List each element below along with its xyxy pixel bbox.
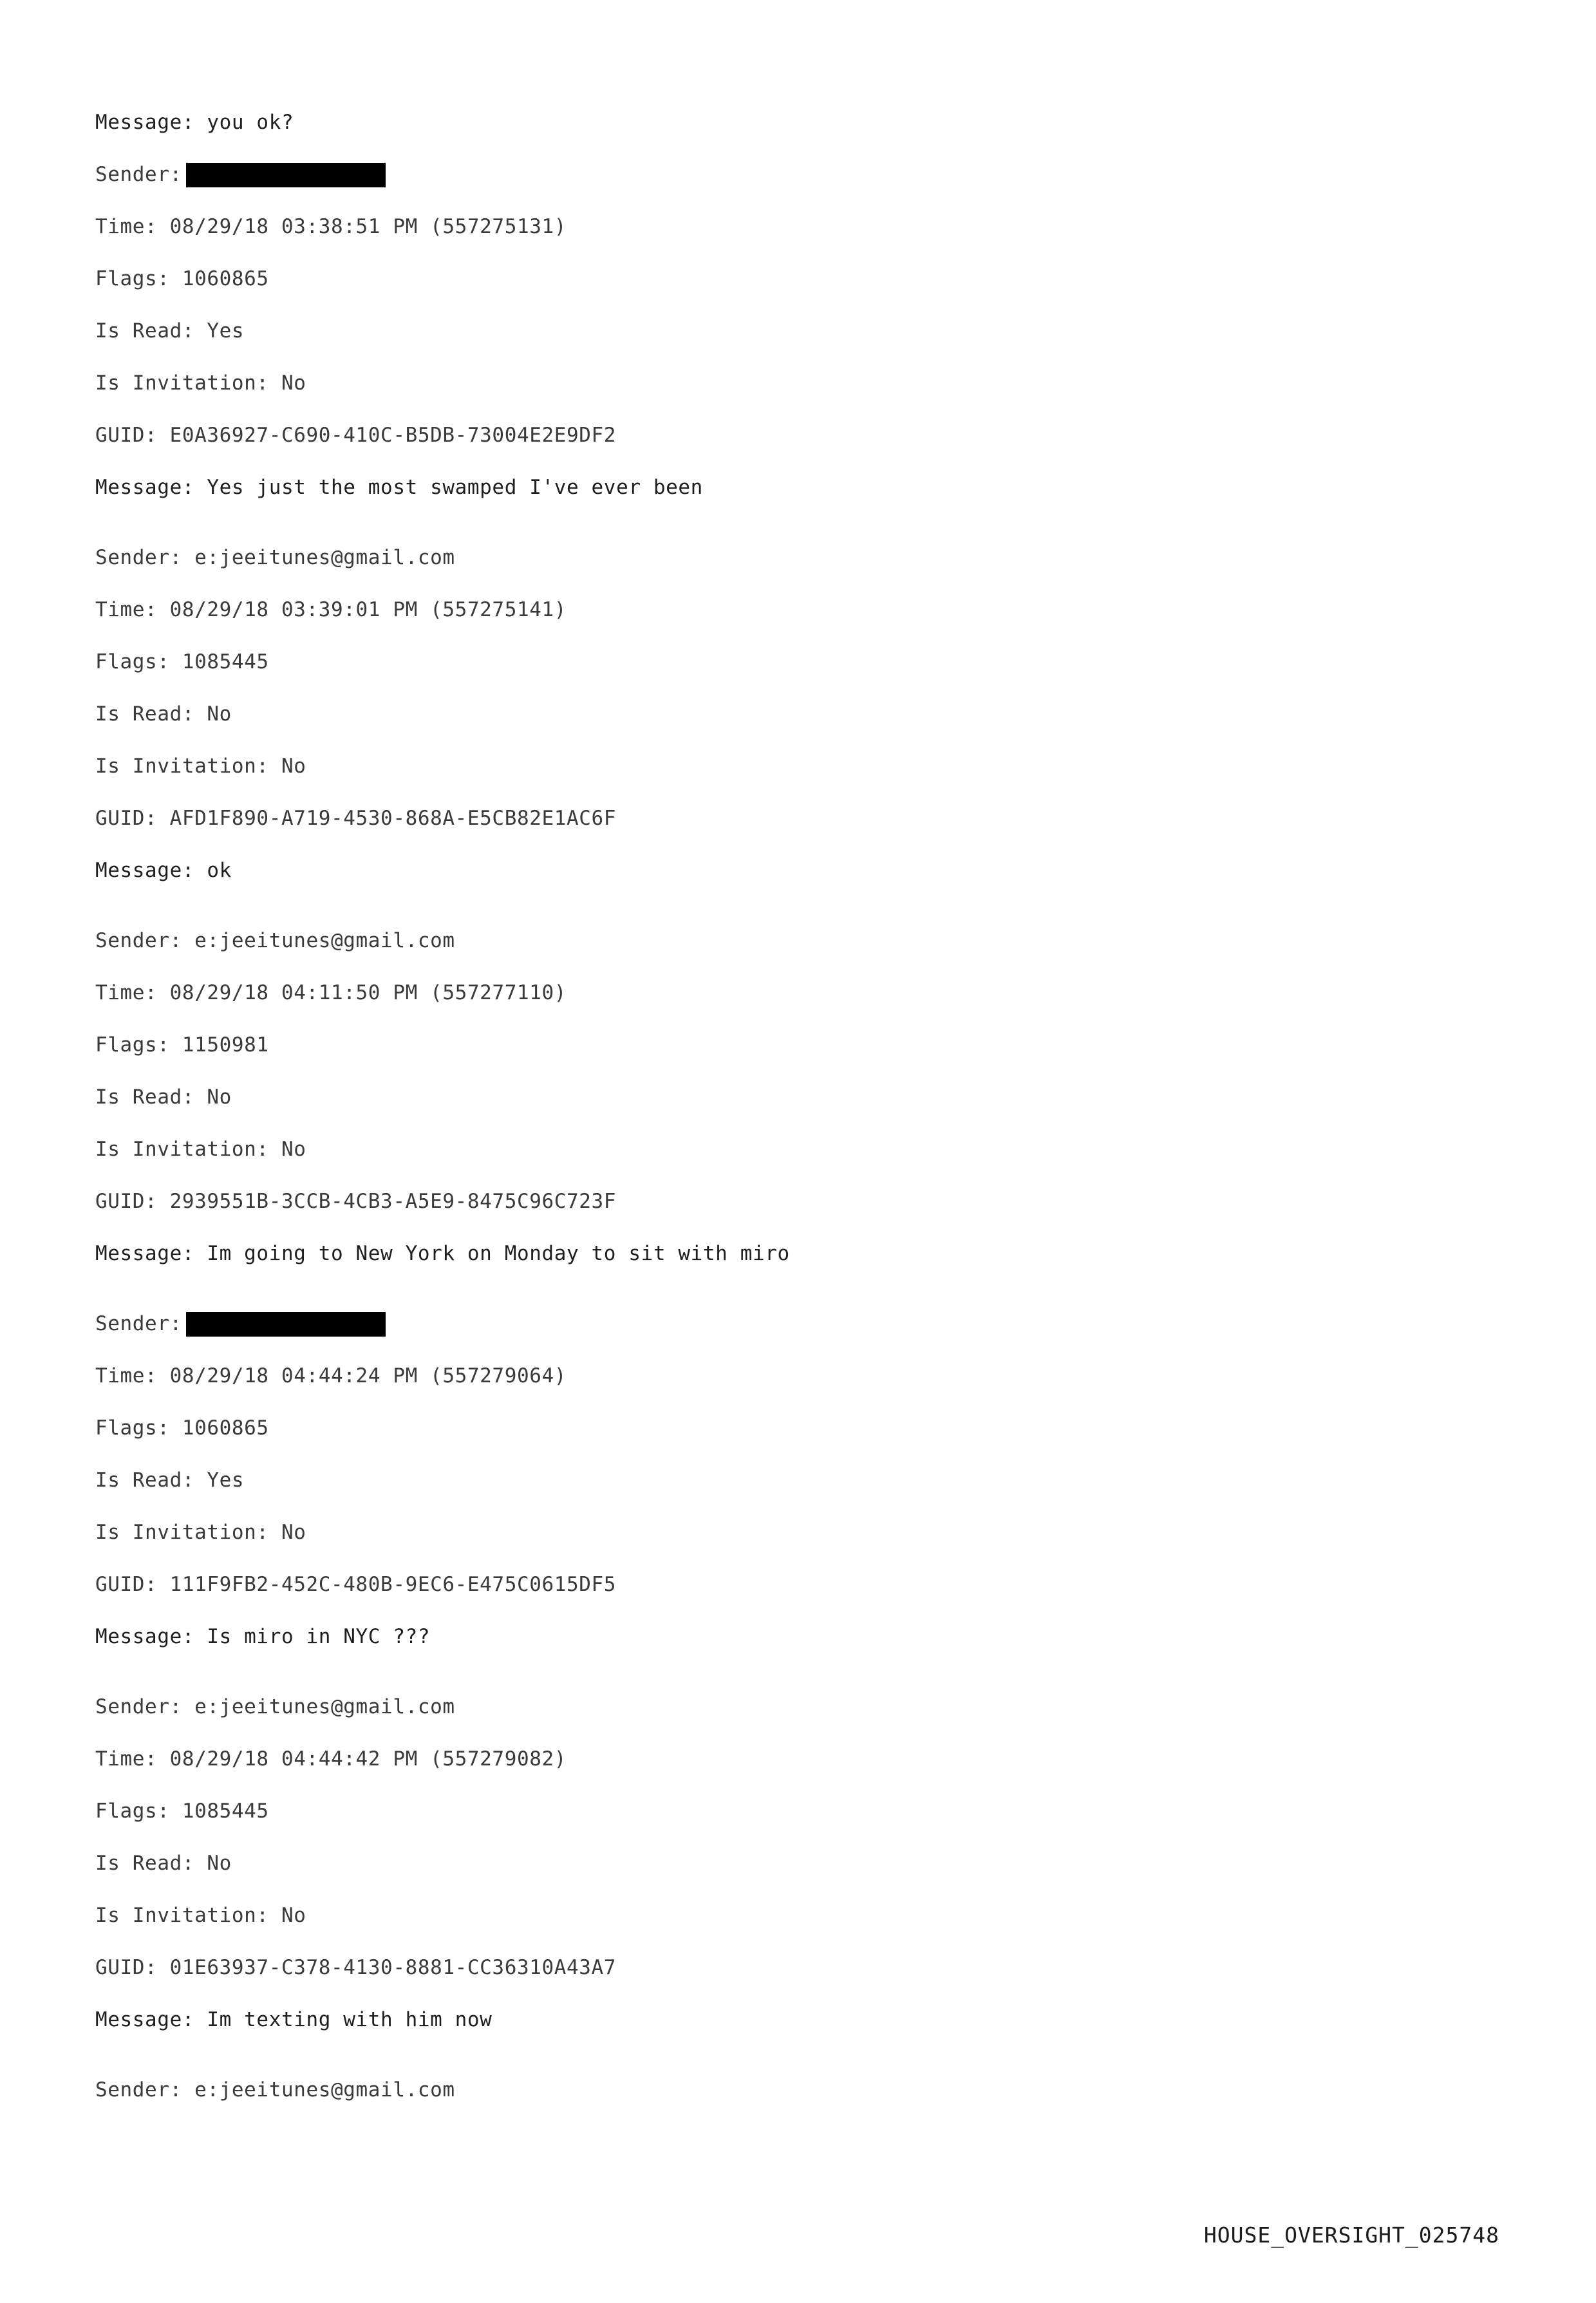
sender-row — [95, 1298, 1499, 1350]
guid-row: GUID: E0A36927-C690-410C-B5DB-73004E2E9DF2 — [95, 424, 617, 447]
is-invitation-row: Is Invitation: No — [95, 1521, 306, 1544]
flags-row: Flags: 1060865 — [95, 1416, 269, 1440]
is-read-row: Is Read: Yes — [95, 319, 245, 343]
message-block — [95, 915, 1499, 1280]
sender-row: Sender: e:jeeitunes@gmail.com — [95, 546, 455, 569]
sender-row — [95, 149, 1499, 201]
message-row: Message: Im going to New York on Monday to sit with miro — [95, 1242, 790, 1265]
time-row: Time: 08/29/18 04:44:24 PM (557279064) — [95, 1364, 567, 1387]
guid-row: GUID: 111F9FB2-452C-480B-9EC6-E475C0615DF5 — [95, 1573, 617, 1596]
guid-row: GUID: 01E63937-C378-4130-8881-CC36310A43A7 — [95, 1956, 617, 1979]
time-row: Time: 08/29/18 03:39:01 PM (557275141) — [95, 598, 567, 621]
message-block — [95, 149, 1499, 514]
message-text-top: Message: you ok? — [95, 111, 294, 134]
message-block — [95, 2064, 1499, 2116]
is-invitation-row: Is Invitation: No — [95, 755, 306, 778]
is-invitation-row: Is Invitation: No — [95, 371, 306, 395]
is-invitation-row: Is Invitation: No — [95, 1904, 306, 1927]
time-row: Time: 08/29/18 03:38:51 PM (557275131) — [95, 215, 567, 238]
sender-label: Sender: — [95, 1312, 182, 1335]
document-body — [95, 97, 1499, 2134]
message-block — [95, 1681, 1499, 2046]
message-row: Message: ok — [95, 859, 232, 882]
message-block — [95, 1298, 1499, 1663]
message-row: Message: Im texting with him now — [95, 2008, 493, 2031]
flags-row: Flags: 1060865 — [95, 267, 269, 290]
is-read-row: Is Read: Yes — [95, 1469, 245, 1492]
flags-row: Flags: 1085445 — [95, 1800, 269, 1823]
sender-row: Sender: e:jeeitunes@gmail.com — [95, 2078, 455, 2101]
is-read-row: Is Read: No — [95, 1852, 232, 1875]
flags-row: Flags: 1085445 — [95, 650, 269, 673]
time-row: Time: 08/29/18 04:11:50 PM (557277110) — [95, 981, 567, 1004]
sender-row: Sender: e:jeeitunes@gmail.com — [95, 929, 455, 952]
guid-row: GUID: 2939551B-3CCB-4CB3-A5E9-8475C96C723F — [95, 1190, 617, 1213]
message-block — [95, 532, 1499, 897]
redaction-bar — [186, 1312, 386, 1337]
is-read-row: Is Read: No — [95, 702, 232, 726]
guid-row: GUID: AFD1F890-A719-4530-868A-E5CB82E1AC6F — [95, 807, 617, 830]
bates-stamp: HOUSE_OVERSIGHT_025748 — [1203, 2223, 1499, 2248]
flags-row: Flags: 1150981 — [95, 1033, 269, 1057]
sender-row: Sender: e:jeeitunes@gmail.com — [95, 1695, 455, 1718]
redaction-bar — [186, 163, 386, 187]
message-row: Message: Is miro in NYC ??? — [95, 1625, 431, 1648]
time-row: Time: 08/29/18 04:44:42 PM (557279082) — [95, 1747, 567, 1771]
message-row: Message: Yes just the most swamped I've ever been — [95, 476, 703, 499]
is-read-row: Is Read: No — [95, 1086, 232, 1109]
is-invitation-row: Is Invitation: No — [95, 1138, 306, 1161]
sender-label: Sender: — [95, 163, 182, 186]
